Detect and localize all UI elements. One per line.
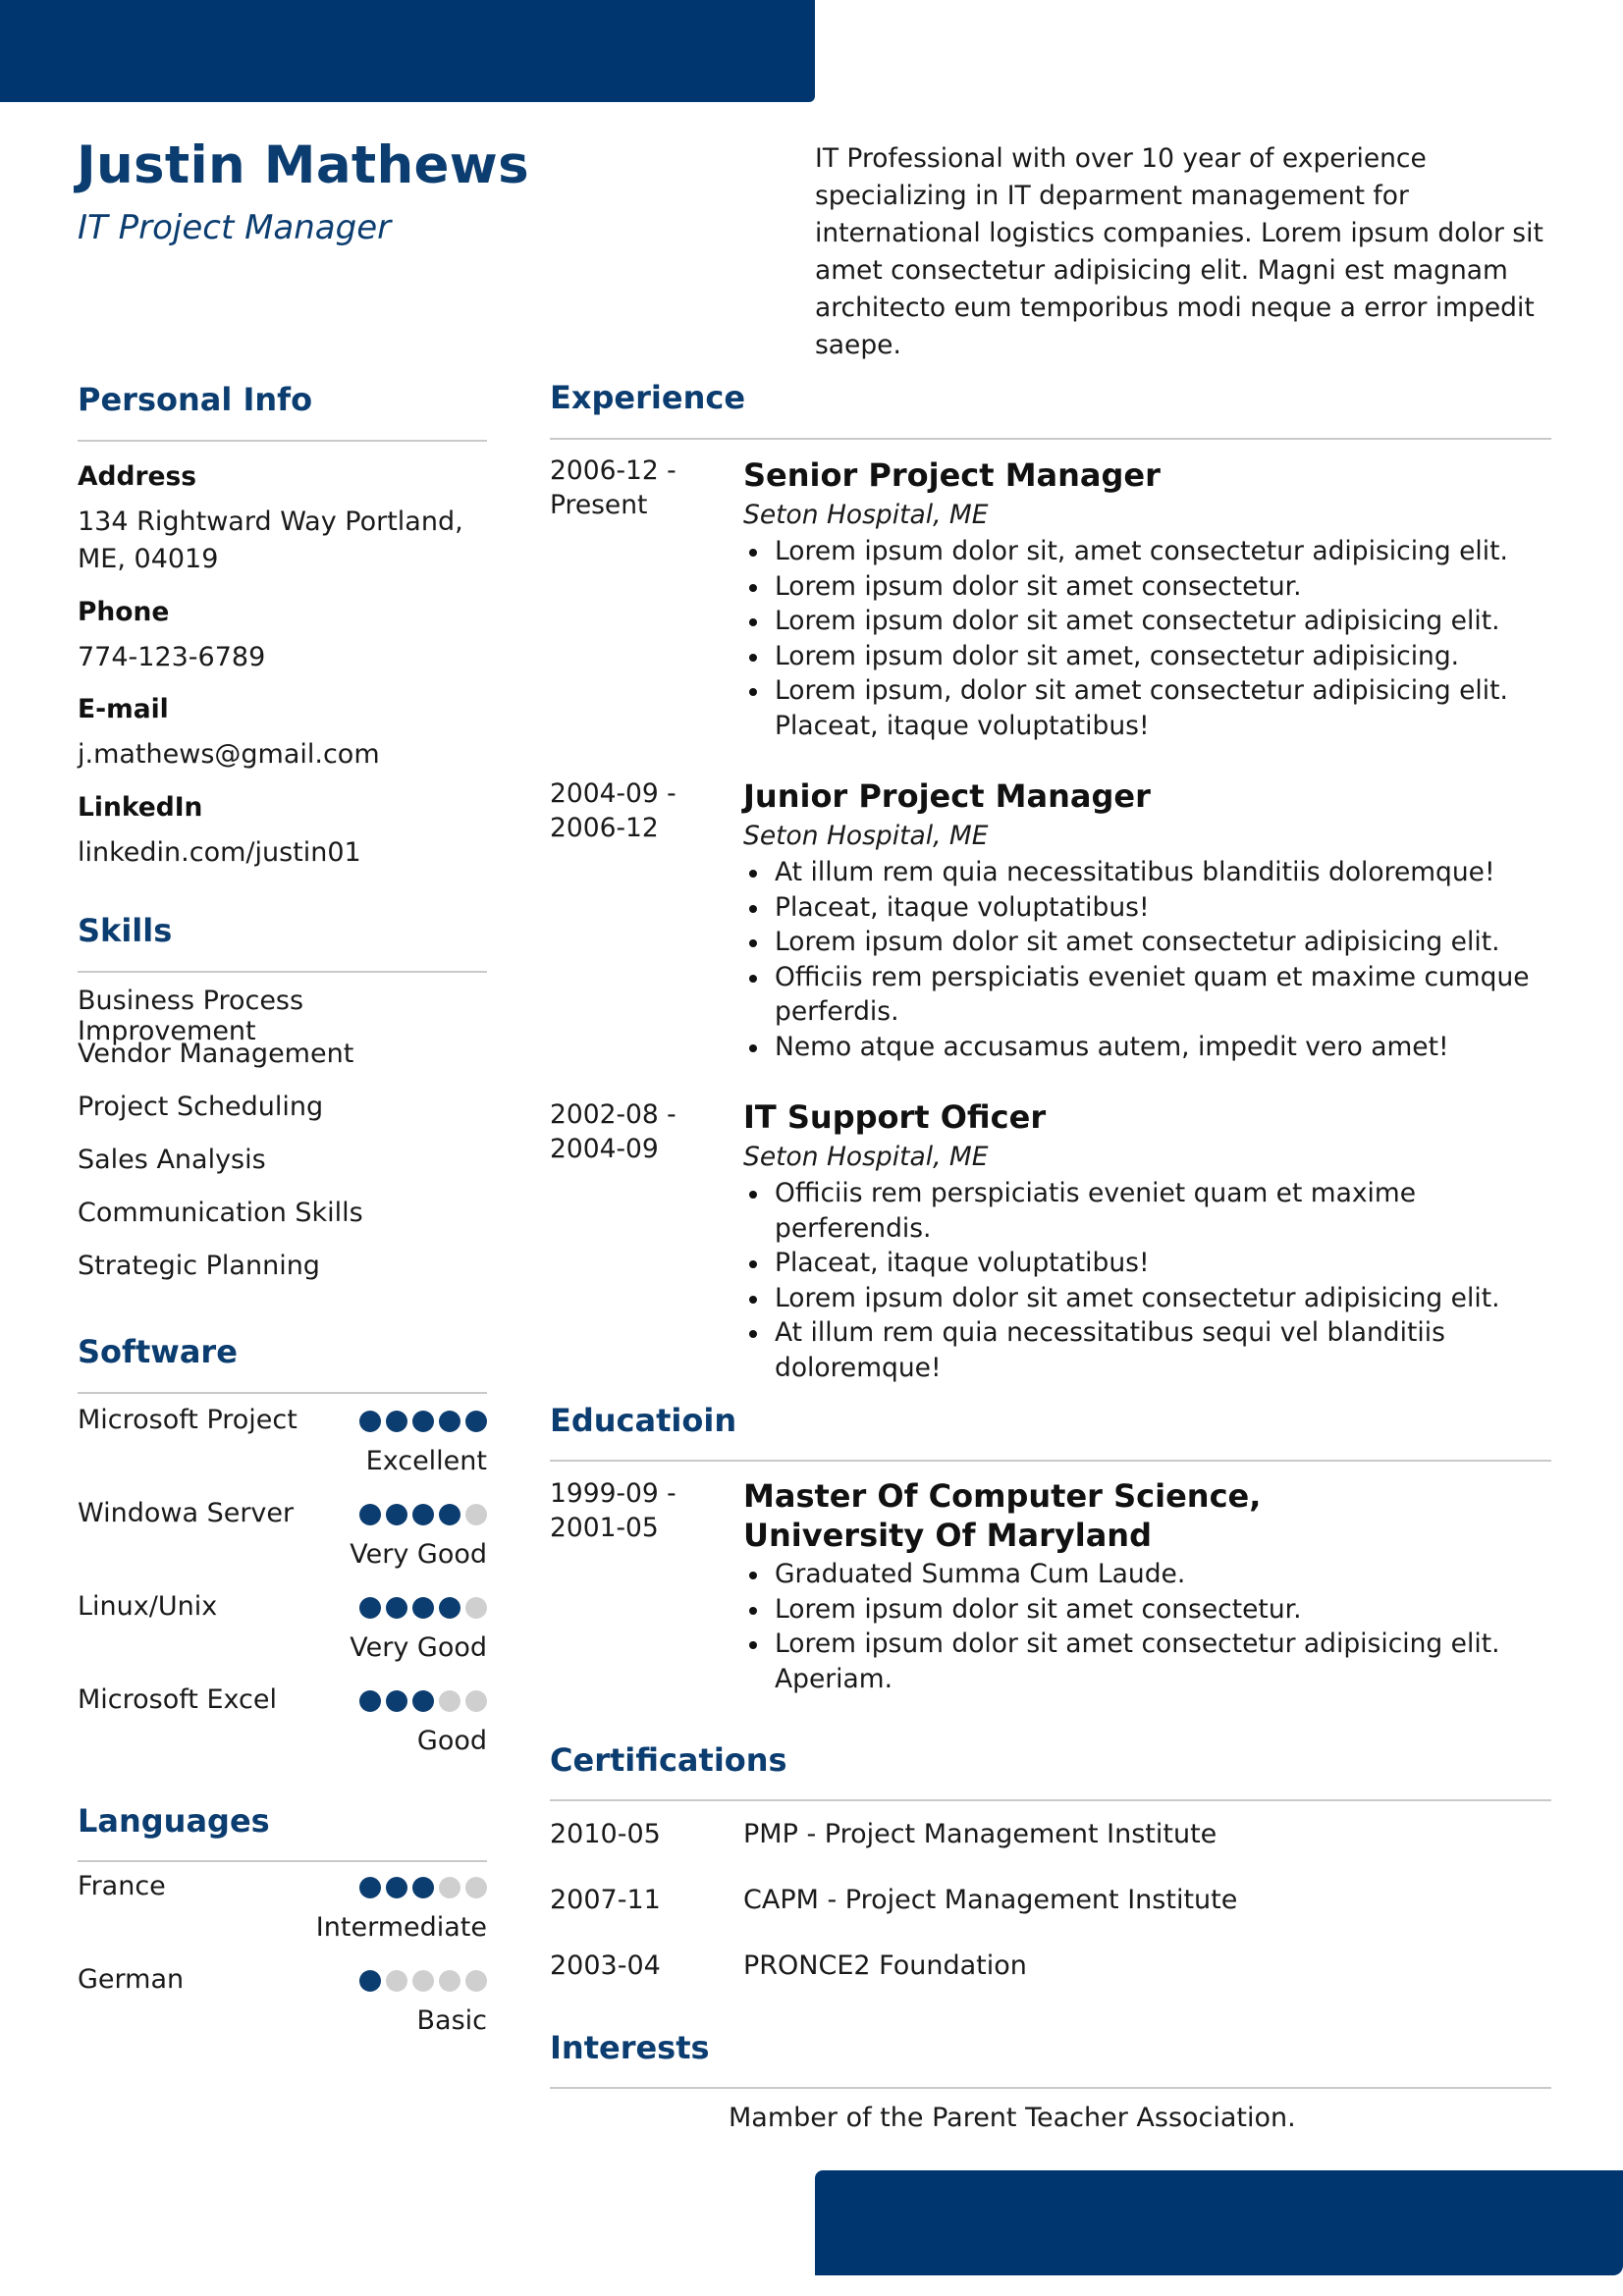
phone-value: 774-123-6789 (78, 642, 266, 672)
rating-dot-filled (465, 1411, 487, 1432)
rating-dot-filled (439, 1411, 460, 1432)
certification-date: 2003-04 (550, 1950, 661, 1981)
date-start: 2006-12 - (550, 455, 676, 486)
education-date (550, 1476, 697, 1545)
bullet-item: Lorem ipsum, dolor sit amet consectetur adipisicing elit. Placeat, itaque voluptatibus! (743, 673, 1551, 743)
rating-dot-filled (412, 1877, 434, 1898)
rating-dot-empty (439, 1970, 460, 1992)
rating-dot-empty (465, 1690, 487, 1712)
interest-item: Mamber of the Parent Teacher Association. (729, 2103, 1296, 2133)
job-bullets (743, 534, 1551, 743)
language-rating (78, 1964, 487, 2053)
skill-item: Communication Skills (78, 1198, 363, 1228)
rating-dot-filled (386, 1504, 407, 1525)
bullet-item: Lorem ipsum dolor sit amet, consectetur adipisicing. (743, 639, 1551, 674)
bullet-item: Placeat, itaque voluptatibus! (743, 1246, 1551, 1281)
rating-dot-filled (439, 1597, 460, 1619)
degree-title: Master Of Computer Science, University Of Maryland (743, 1477, 1262, 1554)
software-rating (78, 1498, 487, 1586)
bullet-item: Nemo atque accusamus autem, impedit vero amet! (743, 1030, 1551, 1065)
linkedin-label: LinkedIn (78, 792, 203, 823)
certification-date: 2010-05 (550, 1819, 661, 1849)
software-name: Microsoft Excel (78, 1684, 277, 1715)
certifications-divider (550, 1799, 1551, 1801)
rating-dot-empty (439, 1690, 460, 1712)
experience-entry (743, 1097, 1551, 1385)
rating-dot-empty (465, 1877, 487, 1898)
rating-label: Very Good (350, 1632, 487, 1663)
certification-name: PMP - Project Management Institute (743, 1819, 1217, 1849)
rating-dot-filled (359, 1877, 381, 1898)
certification-name: CAPM - Project Management Institute (743, 1885, 1238, 1915)
rating-dot-empty (412, 1970, 434, 1992)
education-divider (550, 1460, 1551, 1462)
date-end: Present (550, 490, 648, 520)
rating-dot-filled (439, 1504, 460, 1525)
rating-dot-filled (359, 1690, 381, 1712)
rating-dot-filled (412, 1504, 434, 1525)
bullet-item: Lorem ipsum dolor sit, amet consectetur adipisicing elit. (743, 534, 1551, 569)
rating-dot-filled (412, 1411, 434, 1432)
rating-dot-empty (386, 1970, 407, 1992)
rating-dot-filled (386, 1597, 407, 1619)
bullet-item: Officiis rem perspiciatis eveniet quam et maxime perferendis. (743, 1176, 1551, 1246)
experience-date (550, 454, 697, 522)
bullet-item: Lorem ipsum dolor sit amet consectetur adipisicing elit. (743, 604, 1551, 639)
bullet-item: Lorem ipsum dolor sit amet consectetur adipisicing elit. (743, 925, 1551, 960)
bullet-item: Lorem ipsum dolor sit amet consectetur adipisicing elit. (743, 1281, 1551, 1316)
certification-name: PRONCE2 Foundation (743, 1950, 1027, 1981)
experience-heading: Experience (550, 379, 746, 416)
email-label: E-mail (78, 694, 169, 724)
job-title: IT Support Oficer (743, 1098, 1047, 1136)
software-name: Linux/Unix (78, 1591, 218, 1622)
header-color-band (0, 0, 815, 102)
employer: Seton Hospital, ME (743, 1142, 989, 1172)
rating-dots (359, 1970, 487, 1992)
rating-dot-filled (359, 1411, 381, 1432)
date-start: 1999-09 - (550, 1478, 676, 1509)
software-rating (78, 1684, 487, 1773)
job-title: Senior Project Manager (743, 456, 1161, 494)
rating-dots (359, 1877, 487, 1898)
rating-dot-empty (465, 1504, 487, 1525)
skill-item: Vendor Management (78, 1039, 354, 1069)
language-rating (78, 1871, 487, 1959)
experience-divider (550, 438, 1551, 440)
skills-heading: Skills (78, 912, 173, 949)
rating-dots (359, 1597, 487, 1619)
experience-entry (743, 776, 1551, 1064)
profile-summary: IT Professional with over 10 year of experience specializing in IT deparment management for international logistics companies. Lorem ipsum dolor sit amet consectetur adipisicing elit. Magni est magnam architecto eum temporibus modi neque a error impedit saepe. (815, 143, 1543, 360)
rating-label: Excellent (365, 1446, 487, 1476)
address-label: Address (78, 461, 197, 492)
software-rating (78, 1405, 487, 1493)
language-name: German (78, 1964, 185, 1995)
experience-date (550, 1097, 697, 1166)
job-bullets (743, 1176, 1551, 1385)
rating-dot-filled (359, 1970, 381, 1992)
experience-date (550, 776, 697, 845)
rating-label: Basic (416, 2005, 487, 2036)
rating-dot-empty (439, 1877, 460, 1898)
candidate-role: IT Project Manager (78, 208, 392, 247)
email-link[interactable]: j.mathews@gmail.com (78, 739, 380, 770)
date-start: 2002-08 - (550, 1099, 676, 1130)
candidate-name: Justin Mathews (77, 135, 529, 195)
rating-dot-filled (386, 1411, 407, 1432)
bullet-item: At illum rem quia necessitatibus sequi vel blanditiis doloremque! (743, 1315, 1551, 1385)
address-line-1: 134 Rightward Way Portland, (78, 507, 463, 537)
date-end: 2001-05 (550, 1513, 659, 1543)
bullet-item: Officiis rem perspiciatis eveniet quam et maxime cumque perferdis. (743, 960, 1551, 1030)
skill-item: Business Process Improvement (78, 986, 304, 1046)
education-heading: Educatioin (550, 1402, 737, 1439)
employer: Seton Hospital, ME (743, 821, 989, 851)
skill-item: Strategic Planning (78, 1251, 320, 1281)
rating-dot-empty (465, 1970, 487, 1992)
certifications-heading: Certifications (550, 1741, 787, 1779)
interests-divider (550, 2087, 1551, 2089)
personal-info-heading: Personal Info (78, 381, 313, 418)
rating-dot-filled (412, 1690, 434, 1712)
bullet-item: Lorem ipsum dolor sit amet consectetur. (743, 1592, 1551, 1628)
bullet-item: Graduated Summa Cum Laude. (743, 1557, 1551, 1592)
linkedin-link[interactable]: linkedin.com/justin01 (78, 837, 361, 868)
date-start: 2004-09 - (550, 778, 676, 809)
interests-heading: Interests (550, 2029, 710, 2066)
skills-divider (78, 971, 487, 973)
personal-info-divider (78, 440, 487, 442)
languages-heading: Languages (78, 1802, 270, 1840)
rating-dot-filled (386, 1877, 407, 1898)
phone-label: Phone (78, 597, 170, 627)
rating-dot-filled (386, 1690, 407, 1712)
job-bullets (743, 855, 1551, 1064)
software-divider (78, 1392, 487, 1394)
rating-dot-filled (412, 1597, 434, 1619)
skill-item: Sales Analysis (78, 1145, 266, 1175)
footer-color-band (815, 2170, 1623, 2275)
software-heading: Software (78, 1333, 238, 1370)
rating-label: Intermediate (315, 1912, 487, 1943)
education-bullets (743, 1557, 1551, 1696)
address-line-2: ME, 04019 (78, 544, 219, 574)
rating-dot-empty (465, 1597, 487, 1619)
software-name: Microsoft Project (78, 1405, 298, 1435)
experience-entry (743, 455, 1551, 743)
languages-divider (78, 1860, 487, 1862)
language-name: France (78, 1871, 166, 1901)
job-title: Junior Project Manager (743, 777, 1151, 815)
bullet-item: Placeat, itaque voluptatibus! (743, 890, 1551, 926)
employer: Seton Hospital, ME (743, 500, 989, 530)
rating-dots (359, 1411, 487, 1432)
rating-dot-filled (359, 1597, 381, 1619)
certification-date: 2007-11 (550, 1885, 661, 1915)
education-entry (743, 1476, 1551, 1696)
date-end: 2004-09 (550, 1134, 659, 1164)
rating-dot-filled (359, 1504, 381, 1525)
rating-dots (359, 1690, 487, 1712)
skill-item: Project Scheduling (78, 1092, 324, 1122)
bullet-item: At illum rem quia necessitatibus blanditiis doloremque! (743, 855, 1551, 890)
bullet-item: Lorem ipsum dolor sit amet consectetur. (743, 569, 1551, 605)
rating-label: Good (416, 1726, 487, 1756)
software-name: Windowa Server (78, 1498, 295, 1528)
bullet-item: Lorem ipsum dolor sit amet consectetur adipisicing elit. Aperiam. (743, 1627, 1551, 1696)
rating-dots (359, 1504, 487, 1525)
rating-label: Very Good (350, 1539, 487, 1570)
software-rating (78, 1591, 487, 1680)
date-end: 2006-12 (550, 813, 659, 843)
